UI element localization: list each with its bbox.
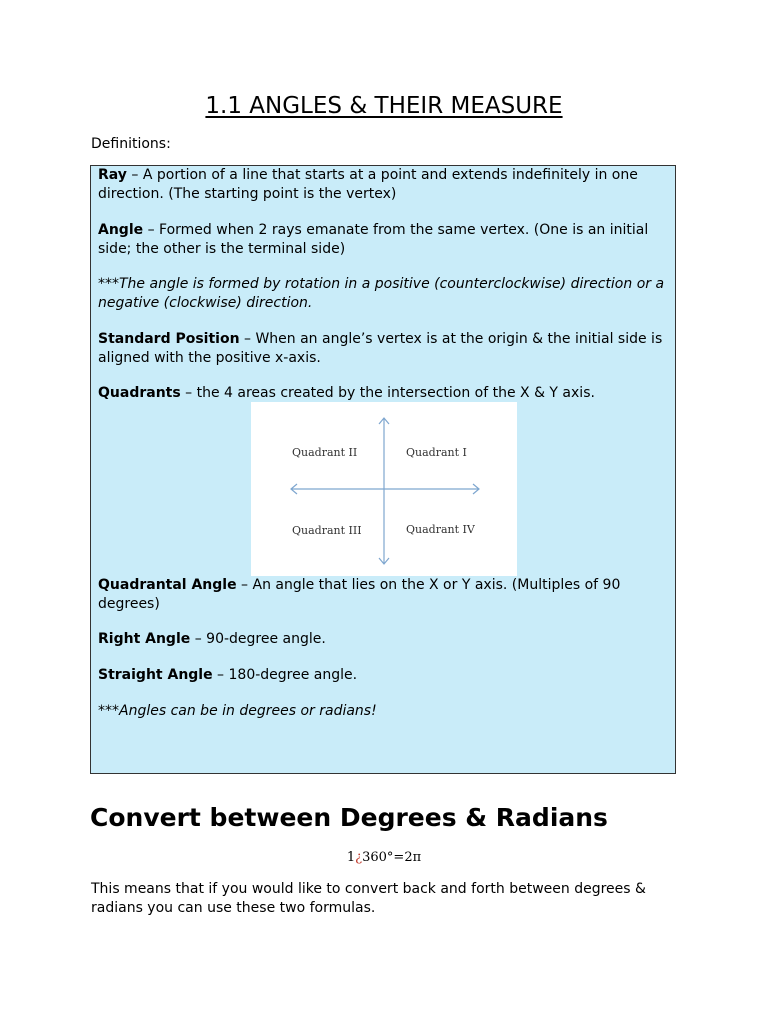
desc-straight-angle: – 180-degree angle. — [212, 667, 358, 683]
term-angle: Angle — [98, 222, 144, 238]
desc-angle: – Formed when 2 rays emanate from the same vertex. (One is an initial side; the other is the terminal side) — [98, 222, 649, 257]
definition-ray — [98, 166, 666, 203]
rotation-note — [98, 275, 666, 312]
term-ray: Ray — [98, 167, 127, 183]
term-quadrantal-angle: Quadrantal Angle — [98, 577, 237, 593]
definition-right-angle — [98, 630, 666, 649]
explanation-paragraph: This means that if you would like to convert back and forth between degrees & radians you can use these two formulas. — [91, 881, 646, 916]
term-standard-position: Standard Position — [98, 331, 240, 347]
quadrant-ii-label: Quadrant II — [292, 446, 358, 459]
definition-straight-angle — [98, 666, 666, 685]
term-quadrants: Quadrants — [98, 385, 181, 401]
desc-ray: – A portion of a line that starts at a point and extends indefinitely in one direction. (The starting point is the vertex) — [98, 167, 638, 202]
rotation-note-prefix: *** — [98, 276, 119, 292]
units-note-text: Angles can be in degrees or radians! — [119, 703, 377, 719]
desc-quadrantal-angle: – An angle that lies on the X or Y axis. (Multiples of 90 degrees) — [98, 577, 621, 612]
quadrant-iv-label: Quadrant IV — [406, 523, 475, 536]
definitions-label: Definitions: — [91, 136, 171, 152]
desc-standard-position: – When an angle’s vertex is at the origin & the initial side is aligned with the positive x-axis. — [98, 331, 663, 366]
units-note-prefix: *** — [98, 703, 119, 719]
quadrant-diagram — [251, 402, 517, 576]
definition-angle — [98, 221, 666, 258]
rotation-note-text: The angle is formed by rotation in a positive (counterclockwise) direction or a negative (clockwise) direction. — [98, 276, 665, 311]
definitions-box — [90, 165, 676, 774]
formula-glyph: ¿ — [355, 850, 363, 865]
term-right-angle: Right Angle — [98, 631, 191, 647]
term-straight-angle: Straight Angle — [98, 667, 213, 683]
units-note — [98, 702, 666, 721]
desc-quadrants: – the 4 areas created by the intersection of the X & Y axis. — [180, 385, 595, 401]
conversion-formula — [0, 850, 768, 865]
desc-right-angle: – 90-degree angle. — [190, 631, 326, 647]
definition-standard-position — [98, 330, 666, 367]
section-heading: Convert between Degrees & Radians — [90, 803, 608, 832]
formula-right: 360°=2π — [362, 850, 422, 865]
formula-left: 1 — [346, 850, 356, 865]
quadrant-i-label: Quadrant I — [406, 446, 467, 459]
quadrant-iii-label: Quadrant III — [292, 524, 362, 537]
page-title: 1.1 ANGLES & THEIR MEASURE — [205, 93, 563, 119]
definition-quadrantal-angle — [98, 576, 666, 613]
quadrant-axes-svg — [251, 402, 517, 576]
definition-quadrants — [98, 384, 666, 403]
